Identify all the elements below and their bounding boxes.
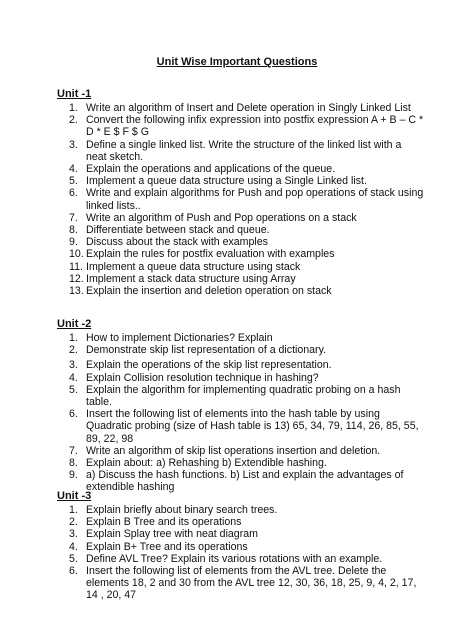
question-number: 4. bbox=[69, 540, 78, 553]
question-number: 8. bbox=[69, 457, 78, 470]
question-text: Explain Splay tree with neat diagram bbox=[86, 528, 258, 541]
question-item bbox=[0, 236, 474, 248]
question-number: 7. bbox=[69, 444, 78, 457]
question-text: Implement a queue data structure using a Single Linked list. bbox=[86, 175, 367, 188]
question-text: Explain briefly about binary search trees. bbox=[86, 504, 278, 516]
question-number: 2. bbox=[69, 344, 78, 357]
question-text: Discuss about the stack with examples bbox=[86, 236, 268, 249]
question-item bbox=[0, 359, 474, 371]
question-text: Implement a stack data structure using Array bbox=[86, 272, 296, 285]
question-item bbox=[0, 553, 474, 565]
question-item bbox=[0, 102, 474, 114]
question-item bbox=[0, 565, 474, 602]
question-item bbox=[0, 344, 474, 356]
question-text: Explain about: a) Rehashing b) Extendible hashing. bbox=[86, 457, 327, 470]
question-text: Explain B Tree and its operations bbox=[86, 516, 242, 529]
question-item bbox=[0, 372, 474, 384]
question-number: 2. bbox=[69, 114, 78, 127]
question-number: 3. bbox=[69, 528, 78, 541]
question-item bbox=[0, 528, 474, 540]
question-number: 7. bbox=[69, 211, 78, 224]
question-number: 2. bbox=[69, 516, 78, 529]
question-number: 1. bbox=[69, 102, 78, 114]
question-text: Implement a queue data structure using stack bbox=[86, 260, 301, 273]
question-number: 4. bbox=[69, 163, 78, 176]
question-item bbox=[0, 504, 474, 516]
question-number: 9. bbox=[69, 469, 78, 482]
question-number: 6. bbox=[69, 565, 78, 578]
question-number: 4. bbox=[69, 371, 78, 384]
question-text: Explain the operations of the skip list representation. bbox=[86, 359, 332, 372]
question-text: Write an algorithm of Push and Pop operations on a stack bbox=[86, 211, 357, 224]
question-number: 3. bbox=[69, 359, 78, 372]
question-item bbox=[0, 445, 474, 457]
question-item bbox=[0, 273, 474, 285]
question-number: 6. bbox=[69, 408, 78, 421]
question-number: 10. bbox=[69, 248, 84, 261]
question-text: Explain the algorithm for implementing quadratic probing on a hash table. bbox=[86, 383, 401, 409]
question-number: 13. bbox=[69, 285, 84, 298]
question-item bbox=[0, 163, 474, 175]
question-item bbox=[0, 114, 474, 138]
question-text: Explain B+ Tree and its operations bbox=[86, 540, 248, 553]
question-item bbox=[0, 139, 474, 163]
question-number: 3. bbox=[69, 138, 78, 151]
question-item bbox=[0, 516, 474, 528]
question-text: Differentiate between stack and queue. bbox=[86, 224, 270, 237]
question-text: Explain the rules for postfix evaluation with examples bbox=[86, 248, 335, 261]
question-text: Write an algorithm of Insert and Delete operation in Singly Linked List bbox=[86, 102, 411, 114]
question-item bbox=[0, 457, 474, 469]
unit-2-heading: Unit -2 bbox=[57, 318, 92, 330]
question-text: Explain Collision resolution technique in hashing? bbox=[86, 371, 319, 384]
question-text: a) Discuss the hash functions. b) List and explain the advantages of extendible hashing bbox=[86, 469, 404, 494]
unit-3-heading: Unit -3 bbox=[57, 490, 92, 502]
question-number: 5. bbox=[69, 383, 78, 396]
question-text: Define AVL Tree? Explain its various rotations with an example. bbox=[86, 552, 383, 565]
question-text: Define a single linked list. Write the structure of the linked list with a neat sketch. bbox=[86, 138, 402, 163]
question-number: 1. bbox=[69, 332, 78, 344]
question-item bbox=[0, 224, 474, 236]
question-number: 11. bbox=[69, 260, 83, 273]
question-item bbox=[0, 261, 474, 273]
question-item bbox=[0, 541, 474, 553]
question-text: Explain the operations and applications of the queue. bbox=[86, 163, 336, 176]
question-item bbox=[0, 175, 474, 187]
unit-1-heading: Unit -1 bbox=[57, 88, 92, 100]
question-number: 12. bbox=[69, 272, 84, 285]
question-text: How to implement Dictionaries? Explain bbox=[86, 332, 273, 344]
question-number: 6. bbox=[69, 187, 78, 200]
question-text: Convert the following infix expression into postfix expression A + B – C * D * E $ F $ G bbox=[86, 114, 424, 139]
question-text: Write an algorithm of skip list operations insertion and deletion. bbox=[86, 444, 381, 457]
question-item bbox=[0, 248, 474, 260]
question-item bbox=[0, 285, 474, 297]
question-item bbox=[0, 212, 474, 224]
unit-1-question-list bbox=[0, 102, 474, 297]
question-text: Explain the insertion and deletion operation on stack bbox=[86, 285, 332, 298]
question-item bbox=[0, 332, 474, 344]
question-item bbox=[0, 384, 474, 408]
question-number: 5. bbox=[69, 175, 78, 188]
question-item bbox=[0, 408, 474, 445]
question-text: Insert the following list of elements into the hash table by using Quadratic probing (size of Hash table is 13) 65, 34, 79, 114, 26, 85, 55, 89, 22, 98 bbox=[86, 408, 419, 445]
unit-3-question-list bbox=[0, 504, 474, 602]
question-number: 5. bbox=[69, 552, 78, 565]
question-text: Write and explain algorithms for Push and pop operations of stack using linked lists.. bbox=[86, 187, 424, 212]
unit-2-question-list bbox=[0, 332, 474, 494]
question-item bbox=[0, 187, 474, 211]
question-text: Insert the following list of elements from the AVL tree. Delete the elements 18, 2 and 30 from the AVL tree 12, 30, 36, 18, 25, 9, 4, 2, 17, 14 , 20, 47 bbox=[86, 565, 417, 602]
document-title: Unit Wise Important Questions bbox=[156, 56, 318, 68]
question-text: Demonstrate skip list representation of a dictionary. bbox=[86, 344, 327, 357]
question-number: 9. bbox=[69, 236, 78, 249]
question-number: 8. bbox=[69, 224, 78, 237]
question-number: 1. bbox=[69, 504, 78, 516]
